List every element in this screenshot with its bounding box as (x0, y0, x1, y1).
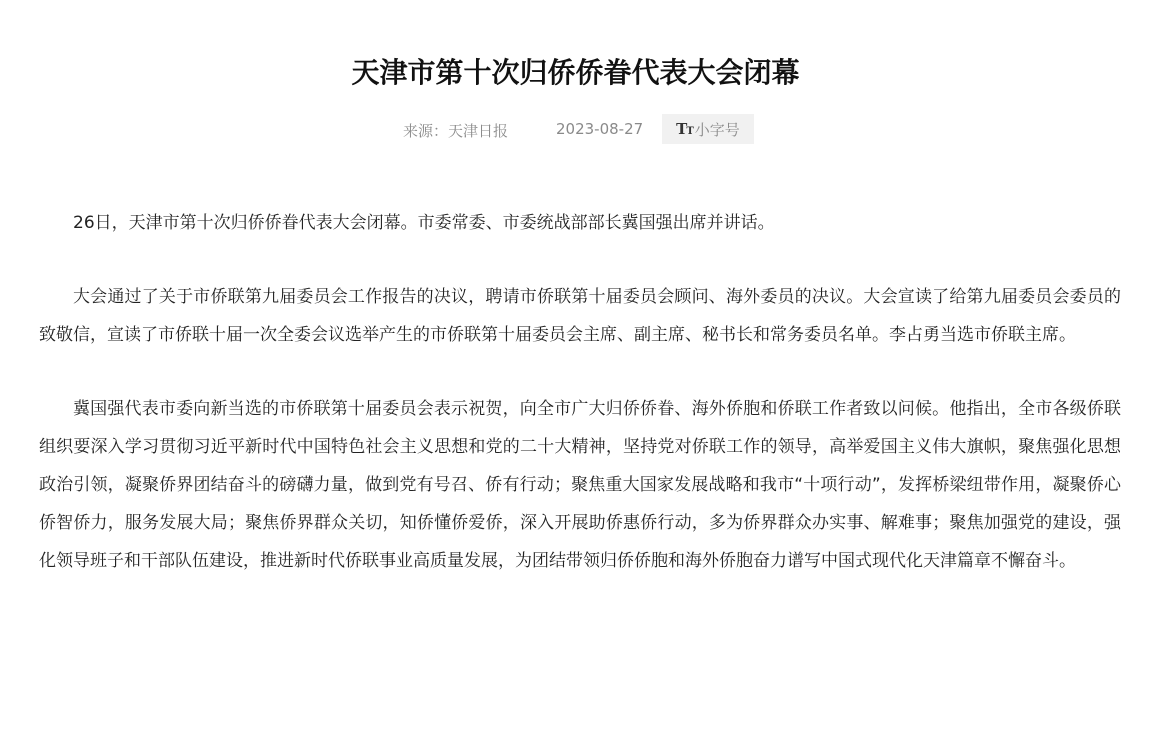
article-title: 天津市第十次归侨侨眷代表大会闭幕 (351, 55, 800, 89)
article-source: 来源：天津日报 (403, 122, 509, 140)
article-meta (0, 114, 1151, 144)
article-paragraph: 冀国强代表市委向新当选的市侨联第十届委员会表示祝贺，向全市广大归侨侨眷、海外侨胞和侨联工作者致以问候。他指出，全市各级侨联组织要深入学习贯彻习近平新时代中国特色社会主义思想和党的二十大精神，坚持党对侨联工作的领导，高举爱国主义伟大旗帜，聚焦强化思想政治引领，凝聚侨界团结奋斗的磅礴力量，做到党有号召、侨有行动；聚焦重大国家发展战略和我市“十项行动”，发挥桥梁纽带作用，凝聚侨心侨智侨力，服务发展大局；聚焦侨界群众关切，知侨懂侨爱侨，深入开展助侨惠侨行动，多为侨界群众办实事、解难事；聚焦加强党的建设，强化领导班子和干部队伍建设，推进新时代侨联事业高质量发展，为团结带领归侨侨胞和海外侨胞奋力谱写中国式现代化天津篇章不懈奋斗。 (39, 399, 1121, 571)
article-paragraph: 大会通过了关于市侨联第九届委员会工作报告的决议，聘请市侨联第十届委员会顾问、海外委员的决议。大会宣读了给第九届委员会委员的致敬信，宣读了市侨联十届一次全委会议选举产生的市侨联第十届委员会主席、副主席、秘书长和常务委员名单。李占勇当选市侨联主席。 (39, 287, 1121, 345)
text-size-icon: TT (676, 120, 693, 138)
article-date: 2023-08-27 (556, 120, 644, 138)
article-body (39, 204, 1121, 616)
font-size-toggle-button[interactable] (662, 114, 754, 144)
article-paragraph: 26日，天津市第十次归侨侨眷代表大会闭幕。市委常委、市委统战部部长冀国强出席并讲话。 (73, 213, 775, 233)
font-size-toggle-label: 小字号 (694, 120, 740, 139)
